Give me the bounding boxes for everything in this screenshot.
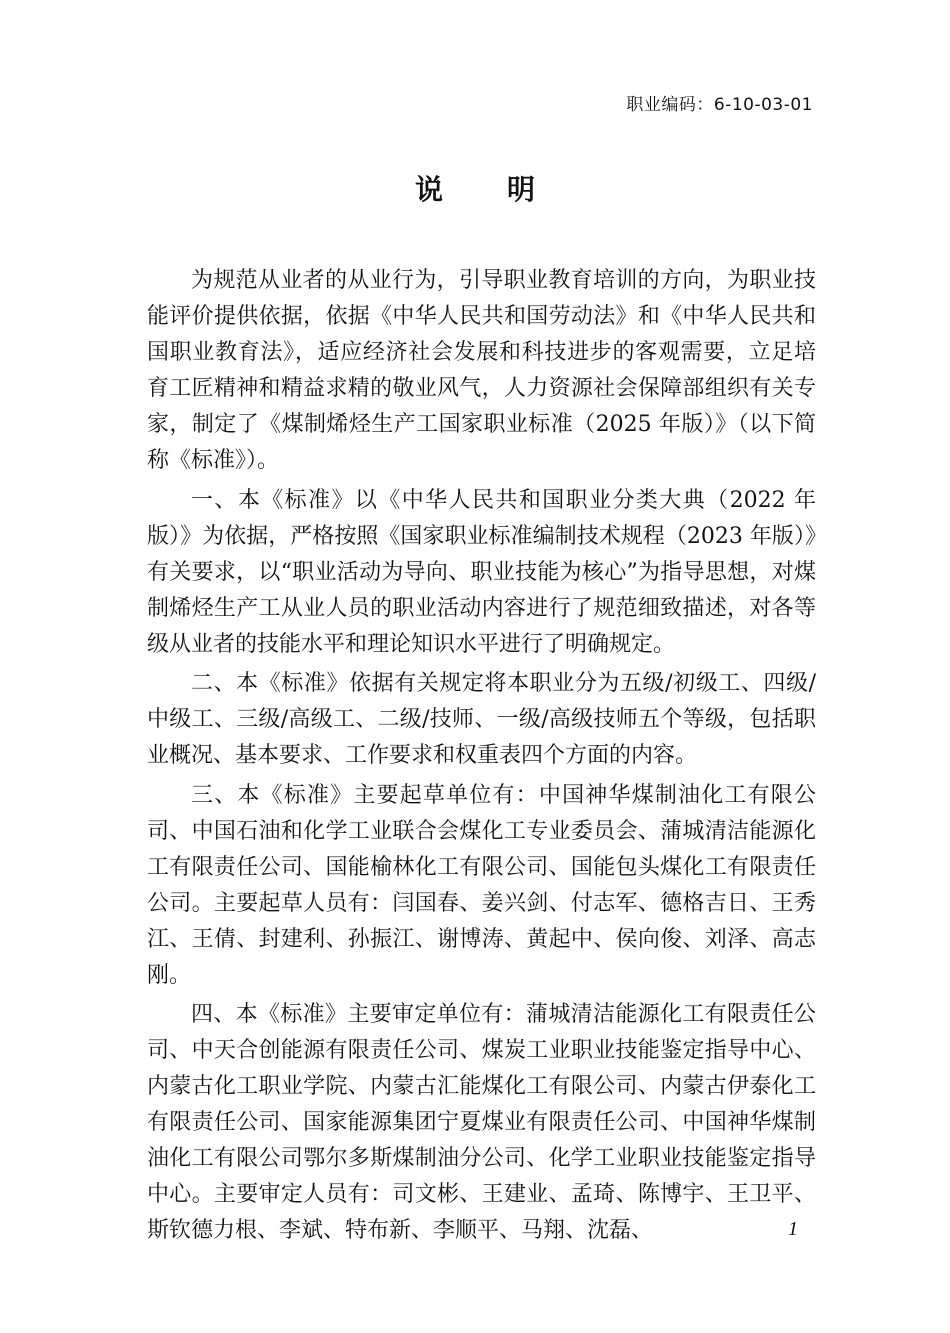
paragraph-intro: 为规范从业者的从业行为，引导职业教育培训的方向，为职业技能评价提供依据，依据《中华人民共和国劳动法》和《中华人民共和国职业教育法》，适应经济社会发展和科技进步的客观需要，立足培育工匠精神和精益求精的敬业风气，人力资源社会保障部组织有关专家，制定了《煤制烯烃生产工国家职业标准（2025 年版）》（以下简称《标准》）。	[147, 268, 816, 473]
title-char-2: 明	[507, 173, 536, 206]
document-body	[147, 263, 816, 1253]
paragraph-1: 一、本《标准》以《中华人民共和国职业分类大典（2022 年版）》为依据，严格按照《国家职业标准编制技术规程（2023 年版）》有关要求，以“职业活动为导向、职业技能为核心”为指导思想，对煤制烯烃生产工从业人员的职业活动内容进行了规范细致描述，对各等级从业者的技能水平和理论知识水平进行了明确规定。	[147, 487, 816, 657]
paragraph-2: 二、本《标准》依据有关规定将本职业分为五级/初级工、四级/中级工、三级/高级工、二级/技师、一级/高级技师五个等级，包括职业概况、基本要求、工作要求和权重表四个方面的内容。	[147, 671, 816, 768]
paragraph-3: 三、本《标准》主要起草单位有：中国神华煤制油化工有限公司、中国石油和化学工业联合会煤化工专业委员会、蒲城清洁能源化工有限责任公司、国能榆林化工有限公司、国能包头煤化工有限责任公司。主要起草人员有：闫国春、姜兴剑、付志军、德格吉日、王秀江、王倩、封建利、孙振江、谢博涛、黄起中、侯向俊、刘泽、高志刚。	[147, 782, 816, 988]
page-title	[0, 170, 950, 210]
title-char-1: 说	[414, 173, 443, 206]
paragraph-4: 四、本《标准》主要审定单位有：蒲城清洁能源化工有限责任公司、中天合创能源有限责任公司、煤炭工业职业技能鉴定指导中心、内蒙古化工职业学院、内蒙古汇能煤化工有限公司、内蒙古伊泰化工有限责任公司、国家能源集团宁夏煤业有限责任公司、中国神华煤制油化工有限公司鄂尔多斯煤制油分公司、化学工业职业技能鉴定指导中心。主要审定人员有：司文彬、王建业、孟琦、陈博宇、王卫平、斯钦德力根、李斌、特布新、李顺平、马翔、沈磊、	[147, 1002, 816, 1243]
page-number: 1	[788, 1218, 798, 1240]
occupation-code: 职业编码：6-10-03-01	[626, 95, 813, 115]
